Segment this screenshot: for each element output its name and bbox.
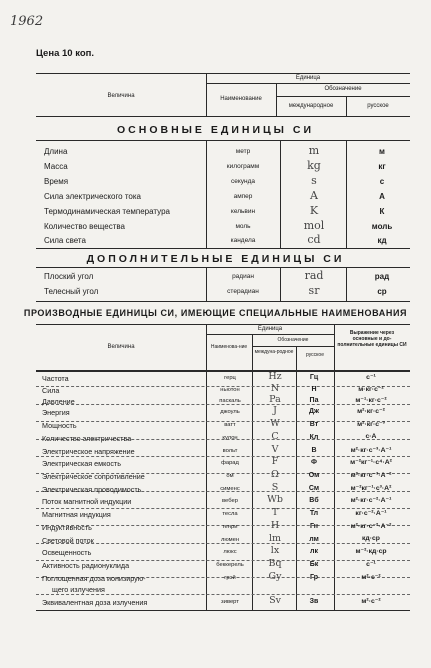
derived-unit: вебер <box>222 498 238 504</box>
derived-quantity: Эквивалентная доза излучения <box>42 598 148 607</box>
derived-expression: с⁻¹ <box>366 561 376 568</box>
derived-expression: кг·с⁻²·А⁻¹ <box>355 510 387 517</box>
derived-russian: Н <box>311 386 317 393</box>
table2-col-international: междуна-родное <box>254 349 294 355</box>
derived-unit: джоуль <box>220 409 240 415</box>
supp-quantity: Плоский угол <box>44 272 94 281</box>
derived-russian: Па <box>309 397 319 404</box>
derived-russian: Гн <box>309 523 319 530</box>
derived-expression: м⁻²·кд·ср <box>355 548 387 555</box>
derived-unit: беккерель <box>216 562 244 568</box>
basic-unit: секунда <box>230 178 256 185</box>
derived-quantity: щего излучения <box>52 585 105 594</box>
derived-russian: Зв <box>309 598 319 605</box>
derived-unit: люкс <box>223 549 237 555</box>
supp-intl: sr <box>308 284 320 297</box>
derived-russian: Вб <box>309 497 319 504</box>
derived-intl: F <box>271 456 279 467</box>
table2-col-unit: Единица <box>257 326 283 332</box>
supp-quantity: Телесный угол <box>44 287 99 296</box>
section-basic-title: ОСНОВНЫЕ ЕДИНИЦЫ СИ <box>116 124 315 136</box>
basic-unit: кельвин <box>230 208 256 215</box>
derived-intl: V <box>271 444 279 455</box>
derived-quantity: Мощность <box>42 421 77 430</box>
table1-col-quantity: Величина <box>107 93 135 99</box>
basic-intl: A <box>310 189 318 202</box>
derived-quantity: Магнитная индукция <box>42 510 111 519</box>
derived-quantity: Количество электричества <box>42 434 132 443</box>
basic-quantity: Масса <box>44 162 68 171</box>
derived-unit: тесла <box>222 511 238 517</box>
derived-expression: м⁻²кг⁻¹·с³·А² <box>350 485 392 492</box>
derived-quantity: Электрическая проводимость <box>42 485 142 494</box>
derived-expression: м²·кг·с⁻² <box>357 408 385 415</box>
derived-quantity: Электрическая емкость <box>42 459 121 468</box>
section-supplementary-title: ДОПОЛНИТЕЛЬНЫЕ ЕДИНИЦЫ СИ <box>86 253 345 265</box>
derived-intl: Bq <box>268 558 282 569</box>
derived-unit: кулон <box>222 435 238 441</box>
derived-unit: ватт <box>224 422 236 428</box>
basic-intl: kg <box>307 159 321 172</box>
derived-expression: м²·кг·с⁻³·А⁻¹ <box>350 447 392 454</box>
basic-intl: mol <box>303 219 325 232</box>
table1-col-designation: Обозначение <box>324 86 362 92</box>
derived-russian: См <box>308 485 320 492</box>
section-derived-title: ПРОИЗВОДНЫЕ ЕДИНИЦЫ СИ, ИМЕЮЩИЕ СПЕЦИАЛЬНЫЕ НАИМЕНОВАНИЯ <box>23 308 408 318</box>
derived-intl: Ω <box>271 469 279 480</box>
derived-unit: зиверт <box>221 599 239 605</box>
derived-intl: lm <box>268 533 282 544</box>
derived-expression: м²·кг·с⁻²·А⁻¹ <box>350 497 392 504</box>
table2-col-designation: Обозначение <box>277 337 309 343</box>
derived-intl: H <box>270 520 280 531</box>
price-label: Цена 10 коп. <box>36 48 95 59</box>
basic-russian: кг <box>378 162 386 171</box>
basic-russian: кд <box>377 236 387 245</box>
derived-russian: Тл <box>309 510 319 517</box>
table1-col-unit: Единица <box>295 75 321 81</box>
derived-quantity: Частота <box>42 374 69 383</box>
derived-intl: J <box>273 405 277 416</box>
derived-russian: Вт <box>309 421 319 428</box>
basic-unit: килограмм <box>226 163 260 170</box>
derived-quantity: Электрическое сопротивление <box>42 472 145 481</box>
derived-intl: Hz <box>268 371 282 382</box>
basic-unit: метр <box>235 148 251 155</box>
derived-russian: Кл <box>309 434 319 441</box>
table1-col-name: Наименование <box>220 96 262 102</box>
basic-quantity: Количество вещества <box>44 222 126 231</box>
basic-unit: ампер <box>233 193 253 200</box>
derived-quantity: Электрическое напряжение <box>42 447 135 456</box>
derived-expression: м²·кг·с⁻²·А⁻² <box>350 523 392 530</box>
basic-intl: m <box>308 144 320 157</box>
derived-russian: лм <box>309 536 319 543</box>
derived-quantity: Поток магнитной индукции <box>42 497 132 506</box>
derived-unit: герц <box>224 375 236 381</box>
table2-col-name: Наименова-ние <box>210 344 248 350</box>
derived-expression: м²·с⁻² <box>361 598 381 605</box>
derived-expression: м²·кг·с⁻³·А⁻² <box>350 472 392 479</box>
basic-russian: К <box>379 207 385 216</box>
supp-intl: rad <box>304 269 324 282</box>
basic-russian: м <box>379 147 385 156</box>
derived-intl: Sv <box>269 595 281 606</box>
derived-russian: Ф <box>311 459 317 466</box>
basic-unit: кандела <box>230 237 256 244</box>
derived-intl: C <box>271 431 279 442</box>
basic-quantity: Длина <box>44 147 68 156</box>
derived-quantity: Освещенность <box>42 548 92 557</box>
derived-unit: паскаль <box>219 398 241 404</box>
basic-unit: моль <box>235 223 251 230</box>
derived-unit: грэй <box>224 575 236 581</box>
supp-unit: радиан <box>232 273 254 280</box>
derived-unit: люмен <box>220 537 240 543</box>
derived-unit: ом <box>226 473 234 479</box>
derived-intl: N <box>270 383 280 394</box>
derived-russian: Ом <box>308 472 320 479</box>
basic-intl: cd <box>307 233 321 246</box>
derived-intl: lx <box>270 545 280 556</box>
derived-unit: сименс <box>220 486 240 492</box>
basic-intl: s <box>311 174 317 187</box>
derived-expression: с⁻¹ <box>366 374 376 381</box>
derived-expression: м²·с⁻² <box>361 574 381 581</box>
derived-quantity: Энергия <box>42 408 70 417</box>
basic-quantity: Сила света <box>44 236 86 245</box>
basic-intl: K <box>309 204 319 217</box>
supp-russian: рад <box>374 272 390 281</box>
derived-russian: Дж <box>309 408 319 415</box>
derived-expression: м⁻¹·кг·с⁻² <box>355 397 387 404</box>
derived-quantity: Сила <box>42 386 60 395</box>
derived-russian: лк <box>310 548 318 555</box>
supp-russian: ср <box>377 287 387 296</box>
table1-col-international: международное <box>288 103 334 109</box>
derived-quantity: Световой поток <box>42 536 94 545</box>
basic-russian: А <box>379 192 385 201</box>
basic-quantity: Термодинамическая температура <box>44 207 170 216</box>
derived-quantity: Активность радионуклида <box>42 561 130 570</box>
derived-intl: S <box>271 482 279 493</box>
derived-intl: Gy <box>268 571 282 582</box>
derived-quantity: Поглощенная доза ионизирую- <box>42 574 146 583</box>
derived-expression: м⁻²кг⁻¹·с⁴·А² <box>350 459 392 466</box>
table2-col-expression: Выражение через основные и до-полнительные единицы СИ <box>337 330 407 348</box>
basic-russian: с <box>379 177 385 186</box>
table1-col-russian: русское <box>367 103 389 109</box>
derived-unit: вольт <box>222 448 238 454</box>
basic-quantity: Время <box>44 177 69 186</box>
derived-expression: с·А <box>365 433 377 440</box>
derived-unit: генри <box>222 524 238 530</box>
derived-expression: кд·ср <box>362 535 380 542</box>
derived-russian: Бк <box>309 561 319 568</box>
derived-russian: Гц <box>309 374 319 381</box>
handwritten-note: 1962 <box>10 14 44 29</box>
basic-russian: моль <box>371 222 393 231</box>
derived-expression: м·кг·с⁻² <box>358 386 384 393</box>
supp-unit: стерадиан <box>227 288 259 295</box>
derived-russian: В <box>311 447 317 454</box>
derived-intl: T <box>271 507 279 518</box>
derived-intl: Pa <box>269 394 281 405</box>
derived-expression: м²·кг·с⁻³ <box>357 421 385 428</box>
basic-quantity: Сила электрического тока <box>44 192 141 201</box>
derived-quantity: Давление <box>42 397 75 406</box>
derived-unit: ньютон <box>220 387 240 393</box>
derived-russian: Гр <box>310 574 318 581</box>
derived-intl: Wb <box>267 494 283 505</box>
table2-col-quantity: Величина <box>107 344 135 350</box>
derived-quantity: Индуктивность <box>42 523 92 532</box>
table2-col-russian: русское <box>306 352 324 358</box>
derived-intl: W <box>270 418 280 429</box>
derived-unit: фарад <box>221 460 239 466</box>
